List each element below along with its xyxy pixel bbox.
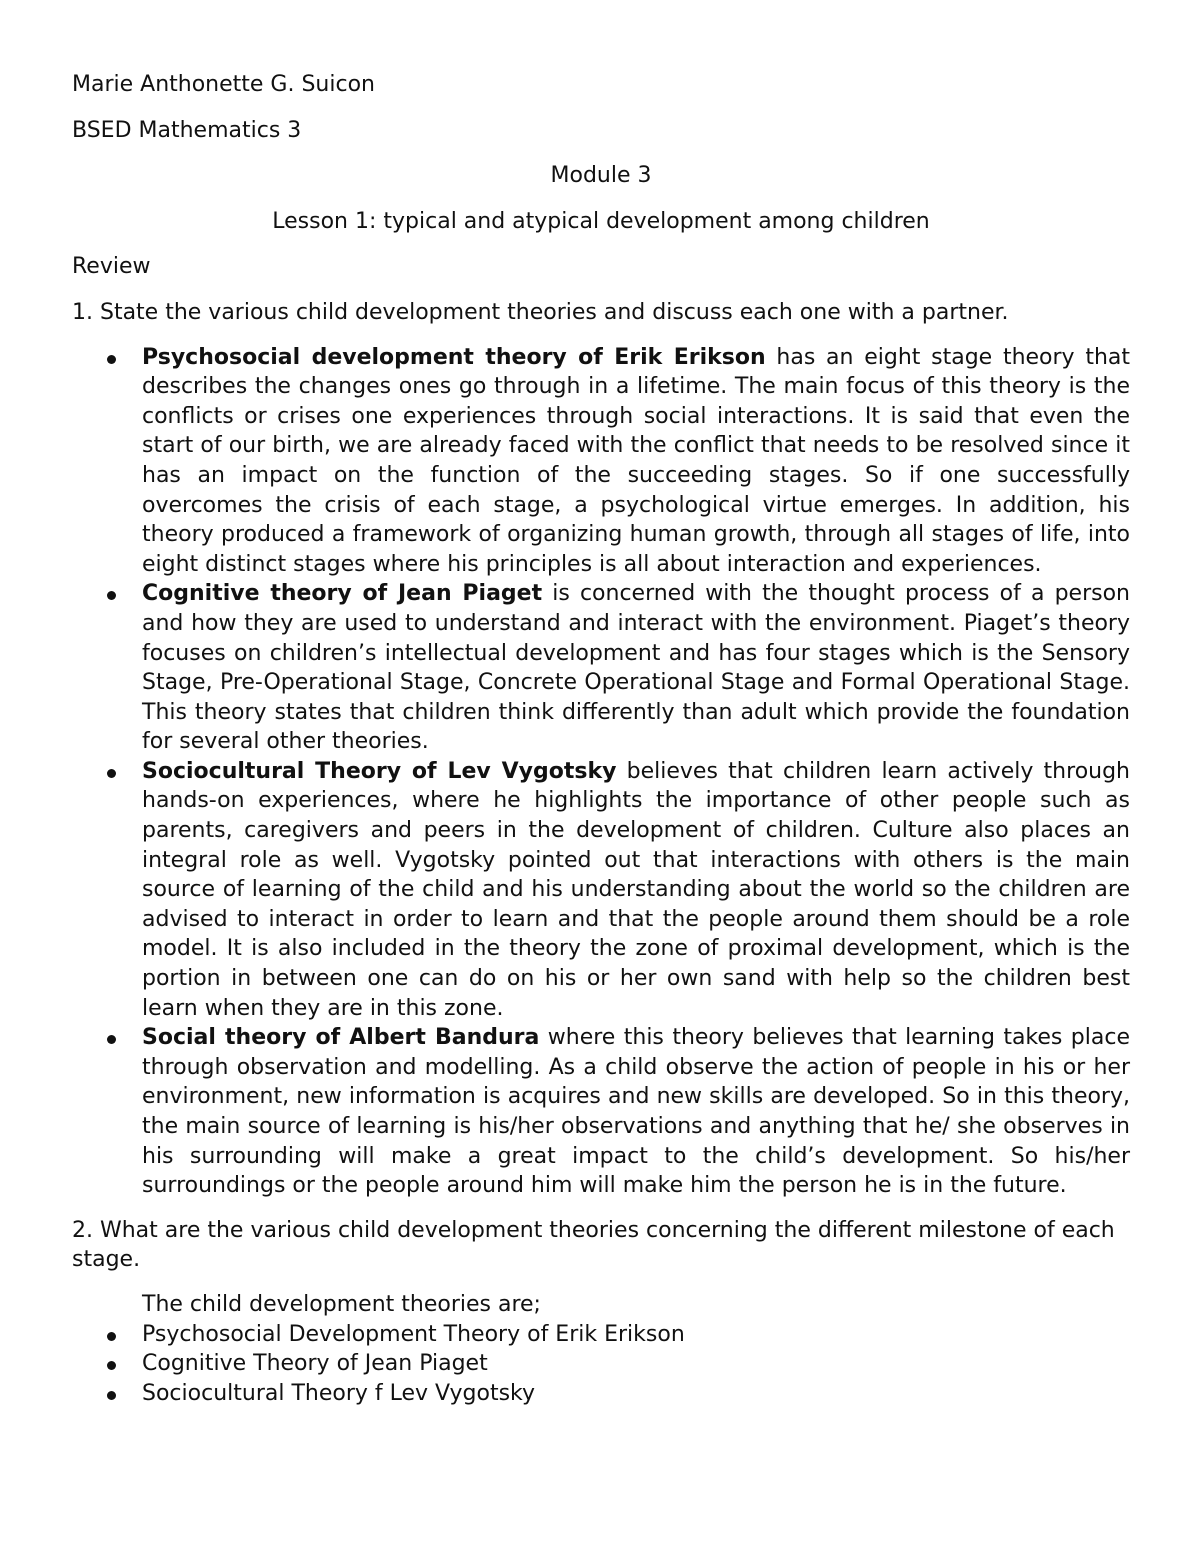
- list-item: [72, 343, 1130, 580]
- bullet-icon: [107, 1391, 116, 1400]
- bullet-icon: [107, 1332, 116, 1341]
- bullet-icon: [107, 591, 116, 600]
- module-title: Module 3: [550, 163, 652, 189]
- list-item-text: Cognitive Theory of Jean Piaget: [142, 1351, 488, 1377]
- theory-names-list: [72, 1320, 1130, 1409]
- question-2: 2. What are the various child development theories concerning the different milestone of each stage.: [72, 1217, 1115, 1273]
- theory-title: Sociocultural Theory of Lev Vygotsky: [142, 758, 617, 784]
- answer-intro: The child development theories are;: [142, 1291, 541, 1317]
- list-item-text: Sociocultural Theory f Lev Vygotsky: [142, 1380, 536, 1406]
- list-item-text: Psychosocial Development Theory of Erik Erikson: [142, 1321, 685, 1347]
- theory-text: where this theory believes that learning takes place through observation and modelling. As a child observe the action of people in his or her environment, new information is acquires and new skills are developed. So in this theory, the main source of learning is his/her observations and anything that he/ she observes in his surrounding will make a great impact to the child’s development. So his/her surroundings or the people around him will make him the person he is in the future.: [142, 1025, 1130, 1199]
- bullet-icon: [107, 1361, 116, 1370]
- list-item: [72, 1349, 1130, 1379]
- theory-text: is concerned with the thought process of a person and how they are used to understand and interact with the environment. Piaget’s theory focuses on children’s intellectual development and has four stages which is the Sensory Stage, Pre-Operational Stage, Concrete Operational Stage and Formal Operational Stage. This theory states that children think differently than adult which provide the foundation for several other theories.: [142, 581, 1130, 755]
- document-page: [72, 70, 1130, 1408]
- bullet-icon: [107, 1035, 116, 1044]
- author-name: Marie Anthonette G. Suicon: [72, 72, 375, 97]
- course-name: BSED Mathematics 3: [72, 117, 302, 143]
- list-item: [72, 757, 1130, 1023]
- bullet-icon: [107, 769, 116, 778]
- list-item: [72, 1379, 1130, 1409]
- theory-title: Cognitive theory of Jean Piaget: [142, 581, 543, 607]
- theory-text: has an eight stage theory that describes the changes ones go through in a lifetime. The main focus of this theory is the conflicts or crises one experiences through social interactions. It is said that even the start of our birth, we are already faced with the conflict that needs to be resolved since it has an impact on the function of the succeeding stages. So if one successfully overcomes the crisis of each stage, a psychological virtue emerges. In addition, his theory produced a framework of organizing human growth, through all stages of life, into eight distinct stages where his principles is all about interaction and experiences.: [142, 344, 1131, 577]
- list-item: [72, 579, 1130, 757]
- review-heading: Review: [72, 254, 151, 280]
- bullet-icon: [107, 355, 116, 364]
- question-1: 1. State the various child development theories and discuss each one with a partner.: [72, 299, 1009, 325]
- theories-list: [72, 343, 1130, 1201]
- list-item: [72, 1320, 1130, 1350]
- lesson-title: Lesson 1: typical and atypical development among children: [272, 208, 930, 234]
- theory-text: believes that children learn actively through hands-on experiences, where he highlights the importance of other people such as parents, caregivers and peers in the development of children. Culture also places an integral role as well. Vygotsky pointed out that interactions with others is the main source of learning of the child and his understanding about the world so the children are advised to interact in order to learn and that the people around them should be a role model. It is also included in the theory the zone of proximal development, which is the portion in between one can do on his or her own sand with help so the children best learn when they are in this zone.: [142, 758, 1131, 1021]
- theory-title: Social theory of Albert Bandura: [142, 1025, 540, 1051]
- theory-title: Psychosocial development theory of Erik Erikson: [142, 344, 766, 370]
- list-item: [72, 1023, 1130, 1201]
